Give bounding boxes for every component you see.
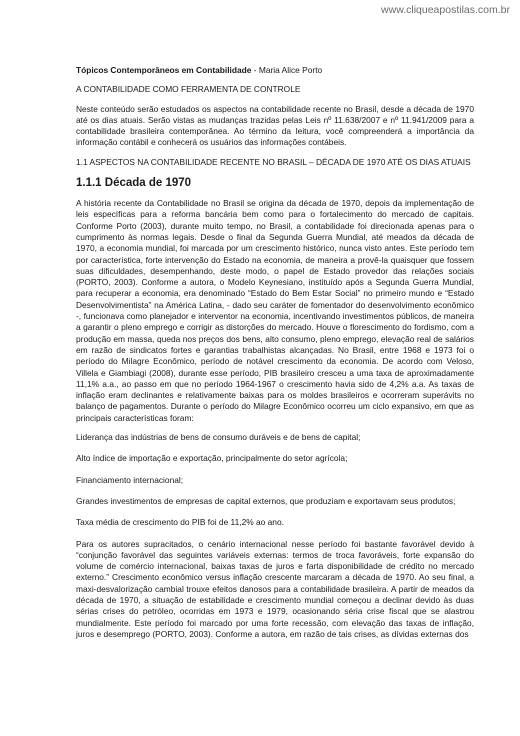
sub-subsection-heading: 1.1.1 Década de 1970	[76, 177, 192, 190]
site-url[interactable]: www.cliqueapostilas.com.br	[381, 4, 510, 16]
body-paragraph-2: Para os autores supracitados, o cenário internacional nesse período foi bastante favorável devido à “conjunção favorável das seguintes variáveis externas: termos de troca favoráveis, forte expansão do volume de comércio internacional, baixas taxas de juros e farta disponibilidade de crédito no mercado externo.” Crescimento econômico versus inflação crescente marcaram a década de 1970. Ao seu final, a maxi-desvalorização cambial trouxe efeitos danosos para a contabilidade brasileira. A partir de meados da década de 1970, a situação de estabilidade e crescimento mundial começou a declinar devido às duas sérias crises do petróleo, ocorridas em 1973 e 1979, ocasionando séria crise fiscal que se alastrou mundialmente. Este período foi marcado por uma forte recessão, com elevação das taxas de inflação, juros e desemprego (PORTO, 2003). Conforme a autora, em razão de tais crises, as dívidas externas dos	[76, 538, 474, 639]
list-item: Alto índice de importação e exportação, principalmente do setor agrícola;	[76, 453, 348, 464]
list-item: Liderança das indústrias de bens de consumo duráveis e de bens de capital;	[76, 432, 361, 443]
subsection-heading: 1.1 ASPECTOS NA CONTABILIDADE RECENTE NO BRASIL – DÉCADA DE 1970 ATÉ OS DIAS ATUAIS	[76, 156, 471, 167]
section-heading: A CONTABILIDADE COMO FERRAMENTA DE CONTROLE	[76, 84, 301, 95]
list-item: Financiamento internacional;	[76, 474, 184, 485]
document-title-line	[76, 65, 474, 76]
body-paragraph-1: A história recente da Contabilidade no Brasil se origina da década de 1970, depois da implementação de leis específicas para a reforma bancária bem como para o fortalecimento do mercado de capitais. Conforme Porto (2003), durante muito tempo, no Brasil, a contabilidade foi direcionada apenas para o cumprimento às normas legais. Desde o final da Segunda Guerra Mundial, até meados da década de 1970, a economia mundial, foi marcada por um crescimento histórico, nunca visto antes. Este período tem por característica, forte intervenção do Estado na economia, de maneira a provê-la quaisquer que fossem suas dificuldades, desempenhando, deste modo, o papel de Estado provedor das relações sociais (PORTO, 2003). Conforme a autora, o Modelo Keynesiano, instituído após a Segunda Guerra Mundial, para recuperar a economia, era denominado “Estado do Bem Estar Social” no primeiro mundo e “Estado Desenvolvimentista” na América Latina, - dado seu caráter de fomentador do desenvolvimento econômico -, funcionava como planejador e interventor na economia, incentivando investimentos públicos, de maneira a garantir o pleno emprego e corrigir as distorções do mercado. Houve o florescimento do fordismo, com a produção em massa, queda nos preços dos bens, alto consumo, pleno emprego, elevação real de salários em razão de sindicatos fortes e garantias trabalhistas alcançadas. No Brasil, entre 1968 e 1973 foi o período do Milagre Econômico, período de notável crescimento da economia. De acordo com Veloso, Villela e Giambiagi (2008), durante esse período, PIB brasileiro cresceu a uma taxa de aproximadamente 11,1% a.a., ao passo em que no período 1964-1967 o crescimento havia sido de 4,2% a.a. As taxas de inflação eram declinantes e relativamente baixas para os moldes brasileiros e ocorreram superávits no balanço de pagamentos. Durante o período do Milagre Econômico ocorreu um ciclo expansivo, em que as principais características foram:	[76, 198, 474, 423]
list-item: Taxa média de crescimento do PIB foi de 11,2% ao ano.	[76, 517, 284, 528]
list-item: Grandes investimentos de empresas de capital externos, que produziam e exportavam seus produtos;	[76, 495, 456, 506]
document-author: - Maria Alice Porto	[251, 65, 323, 75]
document-title: Tópicos Contemporâneos em Contabilidade	[76, 65, 252, 75]
intro-paragraph: Neste conteúdo serão estudados os aspectos na contabilidade recente no Brasil, desde a década de 1970 até os dias atuais. Serão vistas as mudanças trazidas pelas Leis nº 11.638/2007 e nº 11.941/2009 para a contabilidade brasileira contemporânea. Ao término da leitura, você compreenderá a importância da informação contábil e conhecerá os usuários das informações contábeis.	[76, 103, 474, 148]
document-page	[76, 65, 474, 648]
